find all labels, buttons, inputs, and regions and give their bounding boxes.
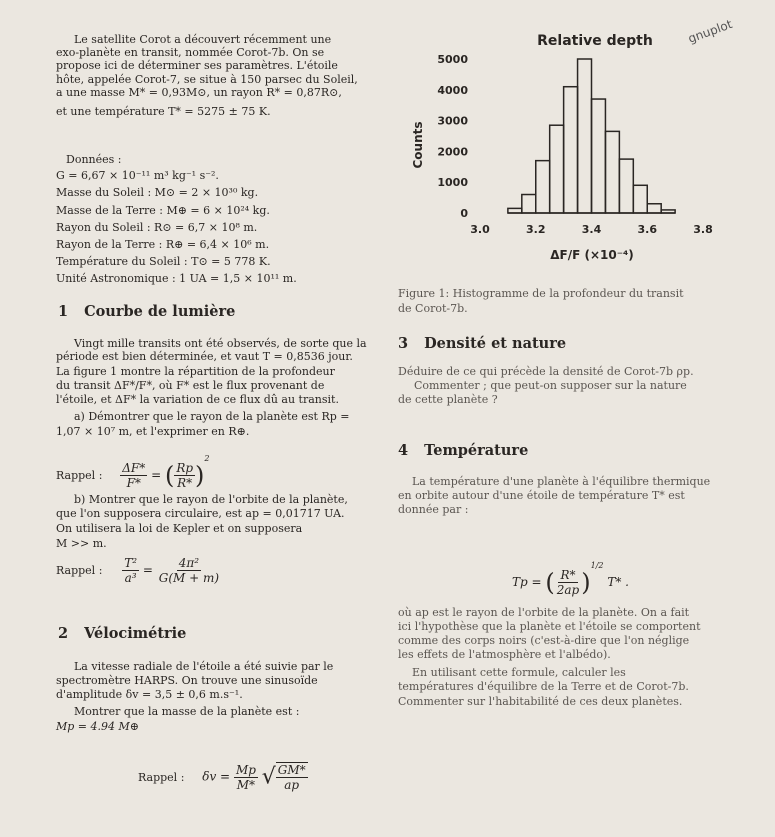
body-line: En utilisant cette formule, calculer les [412, 666, 626, 679]
body-line: les effets de l'atmosphère et l'albédo). [398, 648, 611, 661]
body-line: Montrer que la masse de la planète est : [74, 705, 300, 718]
donnees-title: Données : [66, 153, 122, 166]
body-line: La température d'une planète à l'équilibre thermique [412, 475, 711, 488]
body-line: du transit ΔF*/F*, où F* est le flux provenant de [56, 379, 325, 392]
fraction [234, 763, 258, 792]
numerator: GM* [277, 763, 306, 777]
equation-lhs: δv = [202, 769, 231, 784]
question-b-line: On utilisera la loi de Kepler et on supposera [56, 522, 303, 535]
histogram-bars [508, 59, 675, 213]
fraction [174, 461, 195, 490]
exponent: 1/2 [590, 561, 604, 570]
donnees-line: Rayon du Soleil : R⊙ = 6,7 × 10⁸ m. [56, 221, 258, 234]
fraction [120, 461, 147, 490]
intro-line: a une masse M* = 0,93M⊙, un rayon R* = 0,87R⊙, [56, 86, 342, 99]
section-number: 2 [58, 625, 69, 642]
y-tick-labels [437, 53, 468, 220]
caption-line: de Corot-7b. [398, 302, 468, 315]
fraction [157, 556, 221, 585]
body-line: ici l'hypothèse que la planète et l'étoile se comportent [398, 620, 701, 633]
y-tick-label: 2000 [437, 145, 468, 159]
rappel-label: Rappel : [56, 469, 103, 482]
chart-title: Relative depth [537, 33, 653, 49]
rappel-velocity-equation [138, 762, 308, 792]
rappel-transit-equation: Rappel : $\frac{\Delta F*}{F*}$ = ( $\frac{Rp}{R*}$ )$^2$ [56, 454, 210, 490]
x-tick-label: 3.4 [581, 223, 602, 236]
rappel-label: Rappel : [138, 770, 185, 784]
numerator: R* [560, 568, 576, 582]
numerator: T² [124, 556, 138, 570]
denominator: 2ap [556, 583, 580, 597]
intro-line: hôte, appelée Corot-7, se situe à 150 parsec du Soleil, [56, 73, 358, 86]
histogram-bar [592, 99, 606, 213]
fraction [122, 556, 139, 585]
histogram-bar [605, 131, 619, 213]
histogram-bar [633, 185, 647, 213]
denominator: ap [284, 778, 300, 792]
exponent: 2 [204, 454, 210, 463]
y-tick-label: 0 [460, 207, 468, 220]
x-tick-label: 3.6 [637, 223, 657, 236]
body-line: donnée par : [398, 503, 469, 516]
body-line: Vingt mille transits ont été observés, de sorte que la [74, 337, 367, 350]
denominator: F* [126, 476, 141, 490]
question-a-line: a) Démontrer que le rayon de la planète est Rp = [74, 410, 350, 423]
fraction [276, 762, 308, 792]
histogram-bar [550, 125, 564, 213]
denominator: G(M + m) [158, 571, 220, 585]
donnees-line: Unité Astronomique : 1 UA = 1,5 × 10¹¹ m. [56, 272, 297, 285]
x-tick-label: 3.0 [470, 223, 490, 236]
rappel-label: Rappel : [56, 564, 103, 577]
numerator: Rp [176, 461, 194, 475]
donnees-line: Masse de la Terre : M⊕ = 6 × 10²⁴ kg. [56, 204, 270, 217]
numerator: 4π² [178, 556, 200, 570]
section-number: 3 [398, 335, 409, 352]
y-tick-label: 1000 [437, 176, 468, 190]
section-2-heading [58, 625, 186, 642]
y-axis-label: Counts [411, 121, 425, 169]
y-tick-label: 3000 [437, 114, 468, 128]
histogram-bar [578, 59, 592, 213]
body-line: Commenter sur l'habitabilité de ces deux planètes. [398, 695, 683, 708]
section-number: 4 [398, 442, 409, 459]
equation-tail: T* . [607, 575, 629, 589]
body-line: l'étoile, et ΔF* la variation de ce flux dû au transit. [56, 393, 339, 406]
question-b-line: b) Montrer que le rayon de l'orbite de la planète, [74, 493, 348, 506]
x-tick-label: 3.8 [693, 223, 713, 236]
section-title: Température [424, 442, 529, 459]
question-a-line: 1,07 × 10⁷ m, et l'exprimer en R⊕. [56, 425, 250, 438]
body-line: La vitesse radiale de l'étoile a été suivie par le [74, 660, 334, 673]
body-line: de cette planète ? [398, 393, 498, 406]
caption-line: Figure 1: Histogramme de la profondeur du transit [398, 287, 684, 300]
equation-lhs: Tp = [512, 575, 542, 589]
body-line: en orbite autour d'une étoile de température T* est [398, 489, 685, 502]
x-axis-label: ΔF/F (×10⁻⁴) [550, 248, 634, 262]
fraction [555, 568, 581, 597]
section-title: Courbe de lumière [84, 303, 236, 320]
histogram-chart [400, 15, 740, 285]
section-1-heading [58, 303, 235, 320]
intro-line: propose ici de déterminer ses paramètres. L'étoile [56, 59, 338, 72]
donnees-line: Masse du Soleil : M⊙ = 2 × 10³⁰ kg. [56, 186, 259, 199]
x-tick-labels [470, 223, 713, 236]
denominator: R* [177, 476, 193, 490]
intro-line: Le satellite Corot a découvert récemment une [74, 33, 332, 46]
donnees-line: Température du Soleil : T⊙ = 5 778 K. [56, 255, 271, 268]
histogram-bar [564, 87, 578, 213]
body-line: températures d'équilibre de la Terre et de Corot-7b. [398, 680, 689, 693]
body-line: spectromètre HARPS. On trouve une sinusoïde [56, 674, 318, 687]
temperature-formula: Tp = ( $\frac{R*}{2ap}$ )$^{1/2}$ T* . [512, 561, 629, 597]
section-3-heading [398, 335, 566, 352]
histogram-bar [619, 159, 633, 213]
planet-mass-result: Mp = 4.94 M⊕ [56, 720, 139, 733]
body-line: comme des corps noirs (c'est-à-dire que l'on néglige [398, 634, 690, 647]
body-line: d'amplitude δv = 3,5 ± 0,6 m.s⁻¹. [56, 688, 243, 701]
question-b-line: M >> m. [56, 537, 107, 550]
sqrt-sign: √ [261, 764, 276, 790]
histogram-bar [647, 204, 661, 213]
denominator: a³ [124, 571, 137, 585]
question-b-line: que l'on supposera circulaire, est ap = 0,01717 UA. [56, 507, 345, 520]
y-tick-label: 5000 [437, 53, 468, 66]
y-tick-label: 4000 [437, 83, 468, 97]
denominator: M* [236, 777, 256, 792]
figure-caption [398, 287, 684, 316]
body-line: Déduire de ce qui précède la densité de Corot-7b ρp. [398, 365, 694, 378]
histogram-bar [522, 195, 536, 213]
section-title: Densité et nature [424, 335, 567, 352]
body-line: période est bien déterminée, et vaut T = 0,8536 jour. [56, 350, 353, 363]
intro-line: exo-planète en transit, nommée Corot-7b. On se [56, 46, 325, 59]
numerator: Mp [235, 762, 256, 777]
histogram-bar [536, 161, 550, 213]
section-number: 1 [58, 303, 69, 320]
donnees-line: Rayon de la Terre : R⊕ = 6,4 × 10⁶ m. [56, 238, 270, 251]
section-4-heading [398, 442, 528, 459]
x-tick-label: 3.2 [526, 223, 546, 236]
body-line: Commenter ; que peut-on supposer sur la nature [414, 379, 687, 392]
handwritten-annotation: gnuplot [686, 16, 735, 46]
intro-line: et une température T* = 5275 ± 75 K. [56, 105, 271, 118]
donnees-line: G = 6,67 × 10⁻¹¹ m³ kg⁻¹ s⁻². [56, 169, 219, 182]
rappel-kepler-equation: Rappel : $\frac{\text{T²}}{\text{a³}}$ = $\frac{\text{4π²}}{G(M + m)}$ [56, 556, 220, 585]
body-line: La figure 1 montre la répartition de la profondeur [56, 365, 335, 378]
numerator: ΔF* [122, 461, 146, 475]
section-title: Vélocimétrie [84, 625, 187, 642]
body-line: où ap est le rayon de l'orbite de la planète. On a fait [398, 606, 690, 619]
